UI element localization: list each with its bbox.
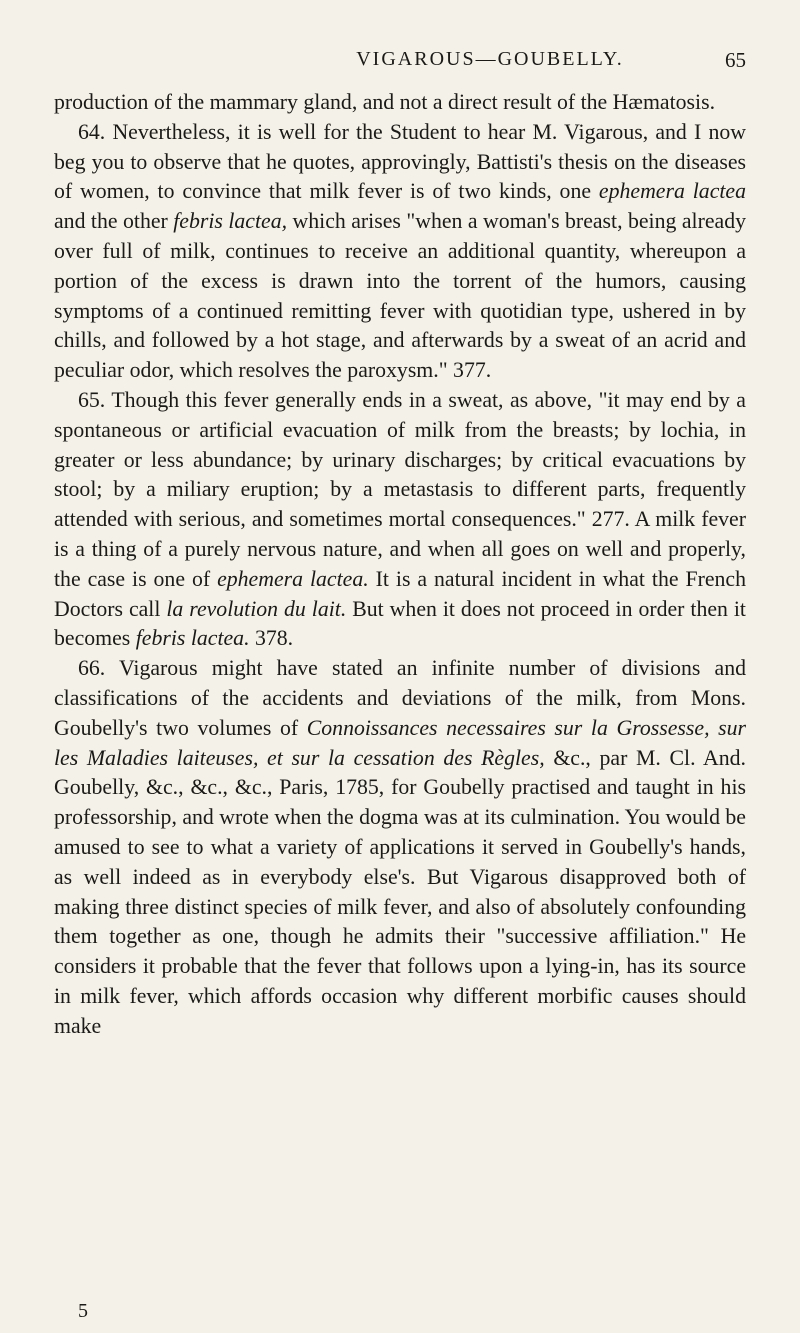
text-run: and the other xyxy=(54,209,174,234)
signature-mark: 5 xyxy=(78,1300,88,1322)
paragraph-66 xyxy=(54,654,746,1041)
running-title: VIGAROUS—GOUBELLY. xyxy=(356,48,624,70)
running-head xyxy=(234,48,746,82)
paragraph-64 xyxy=(54,118,746,386)
italic-phrase: ephemera lactea xyxy=(598,179,747,204)
italic-phrase: febris lactea. xyxy=(135,626,250,651)
text-run: production of the mammary gland, and not a direct result of the Hæmatosis. xyxy=(54,90,716,114)
paragraph-continuation xyxy=(54,88,746,118)
page-number: 65 xyxy=(725,48,746,72)
text-run: It is a natural incident in what the French Doctors call xyxy=(54,566,746,621)
text-run: which arises "when a woman's breast, being already over full of milk, continues to receive an additional quantity, whereupon a portion of the excess is drawn into the torrent of the humors, causing symptoms of a continued remitting fever with quotidian type, ushered in by chills, and followed by a hot stage, and afterwards by a sweat of an acrid and peculiar odor, which resolves the paroxysm." 377. xyxy=(54,209,746,383)
text-run: &c., par M. Cl. And. Goubelly, &c., &c., &c., Paris, 1785, for Goubelly practised and taught in his professorship, and wrote when the dogma was at its culmination. You would be amused to see to what a variety of applications it served in Goubelly's hands, as well indeed as in everybody else's. But Vigarous disapproved both of making three distinct species of milk fever, and also of absolutely confounding them together as one, though he admits their "successive affiliation." He considers it probable that the fever that follows upon a lying-in, has its source in milk fever, which affords occasion why different morbific causes should make xyxy=(54,745,746,1038)
paragraph-65 xyxy=(54,386,746,654)
italic-phrase: Connoissances necessaires sur la Grossesse, sur les Maladies laiteuses, et sur la cessation des Règles, xyxy=(54,715,747,770)
italic-phrase: la revolution du lait. xyxy=(166,596,347,621)
text-run: 378. xyxy=(249,626,294,651)
body-text xyxy=(54,88,746,1042)
text-run: But when it does not proceed in order then it becomes xyxy=(54,596,746,651)
text-run: 66. Vigarous might have stated an infinite number of divisions and classifications of the accidents and deviations of the milk, from Mons. Goubelly's two volumes of xyxy=(54,656,746,740)
italic-phrase: ephemera lactea. xyxy=(217,566,369,591)
text-run: 65. Though this fever generally ends in a sweat, as above, "it may end by a spontaneous or artificial evacuation of milk from the breasts; by lochia, in greater or less abundance; by urinary discharges; by critical evacuations by stool; by a miliary eruption; by a metastasis to different parts, frequently attended with serious, and sometimes mortal consequences." 277. A milk fever is a thing of a purely nervous nature, and when all goes on well and properly, the case is one of xyxy=(54,387,746,591)
text-run: 64. Nevertheless, it is well for the Student to hear M. Vigarous, and I now beg you to observe that he quotes, approvingly, Battisti's thesis on the diseases of women, to convince that milk fever is of two kinds, one xyxy=(54,119,746,204)
italic-phrase: febris lactea, xyxy=(173,209,288,234)
